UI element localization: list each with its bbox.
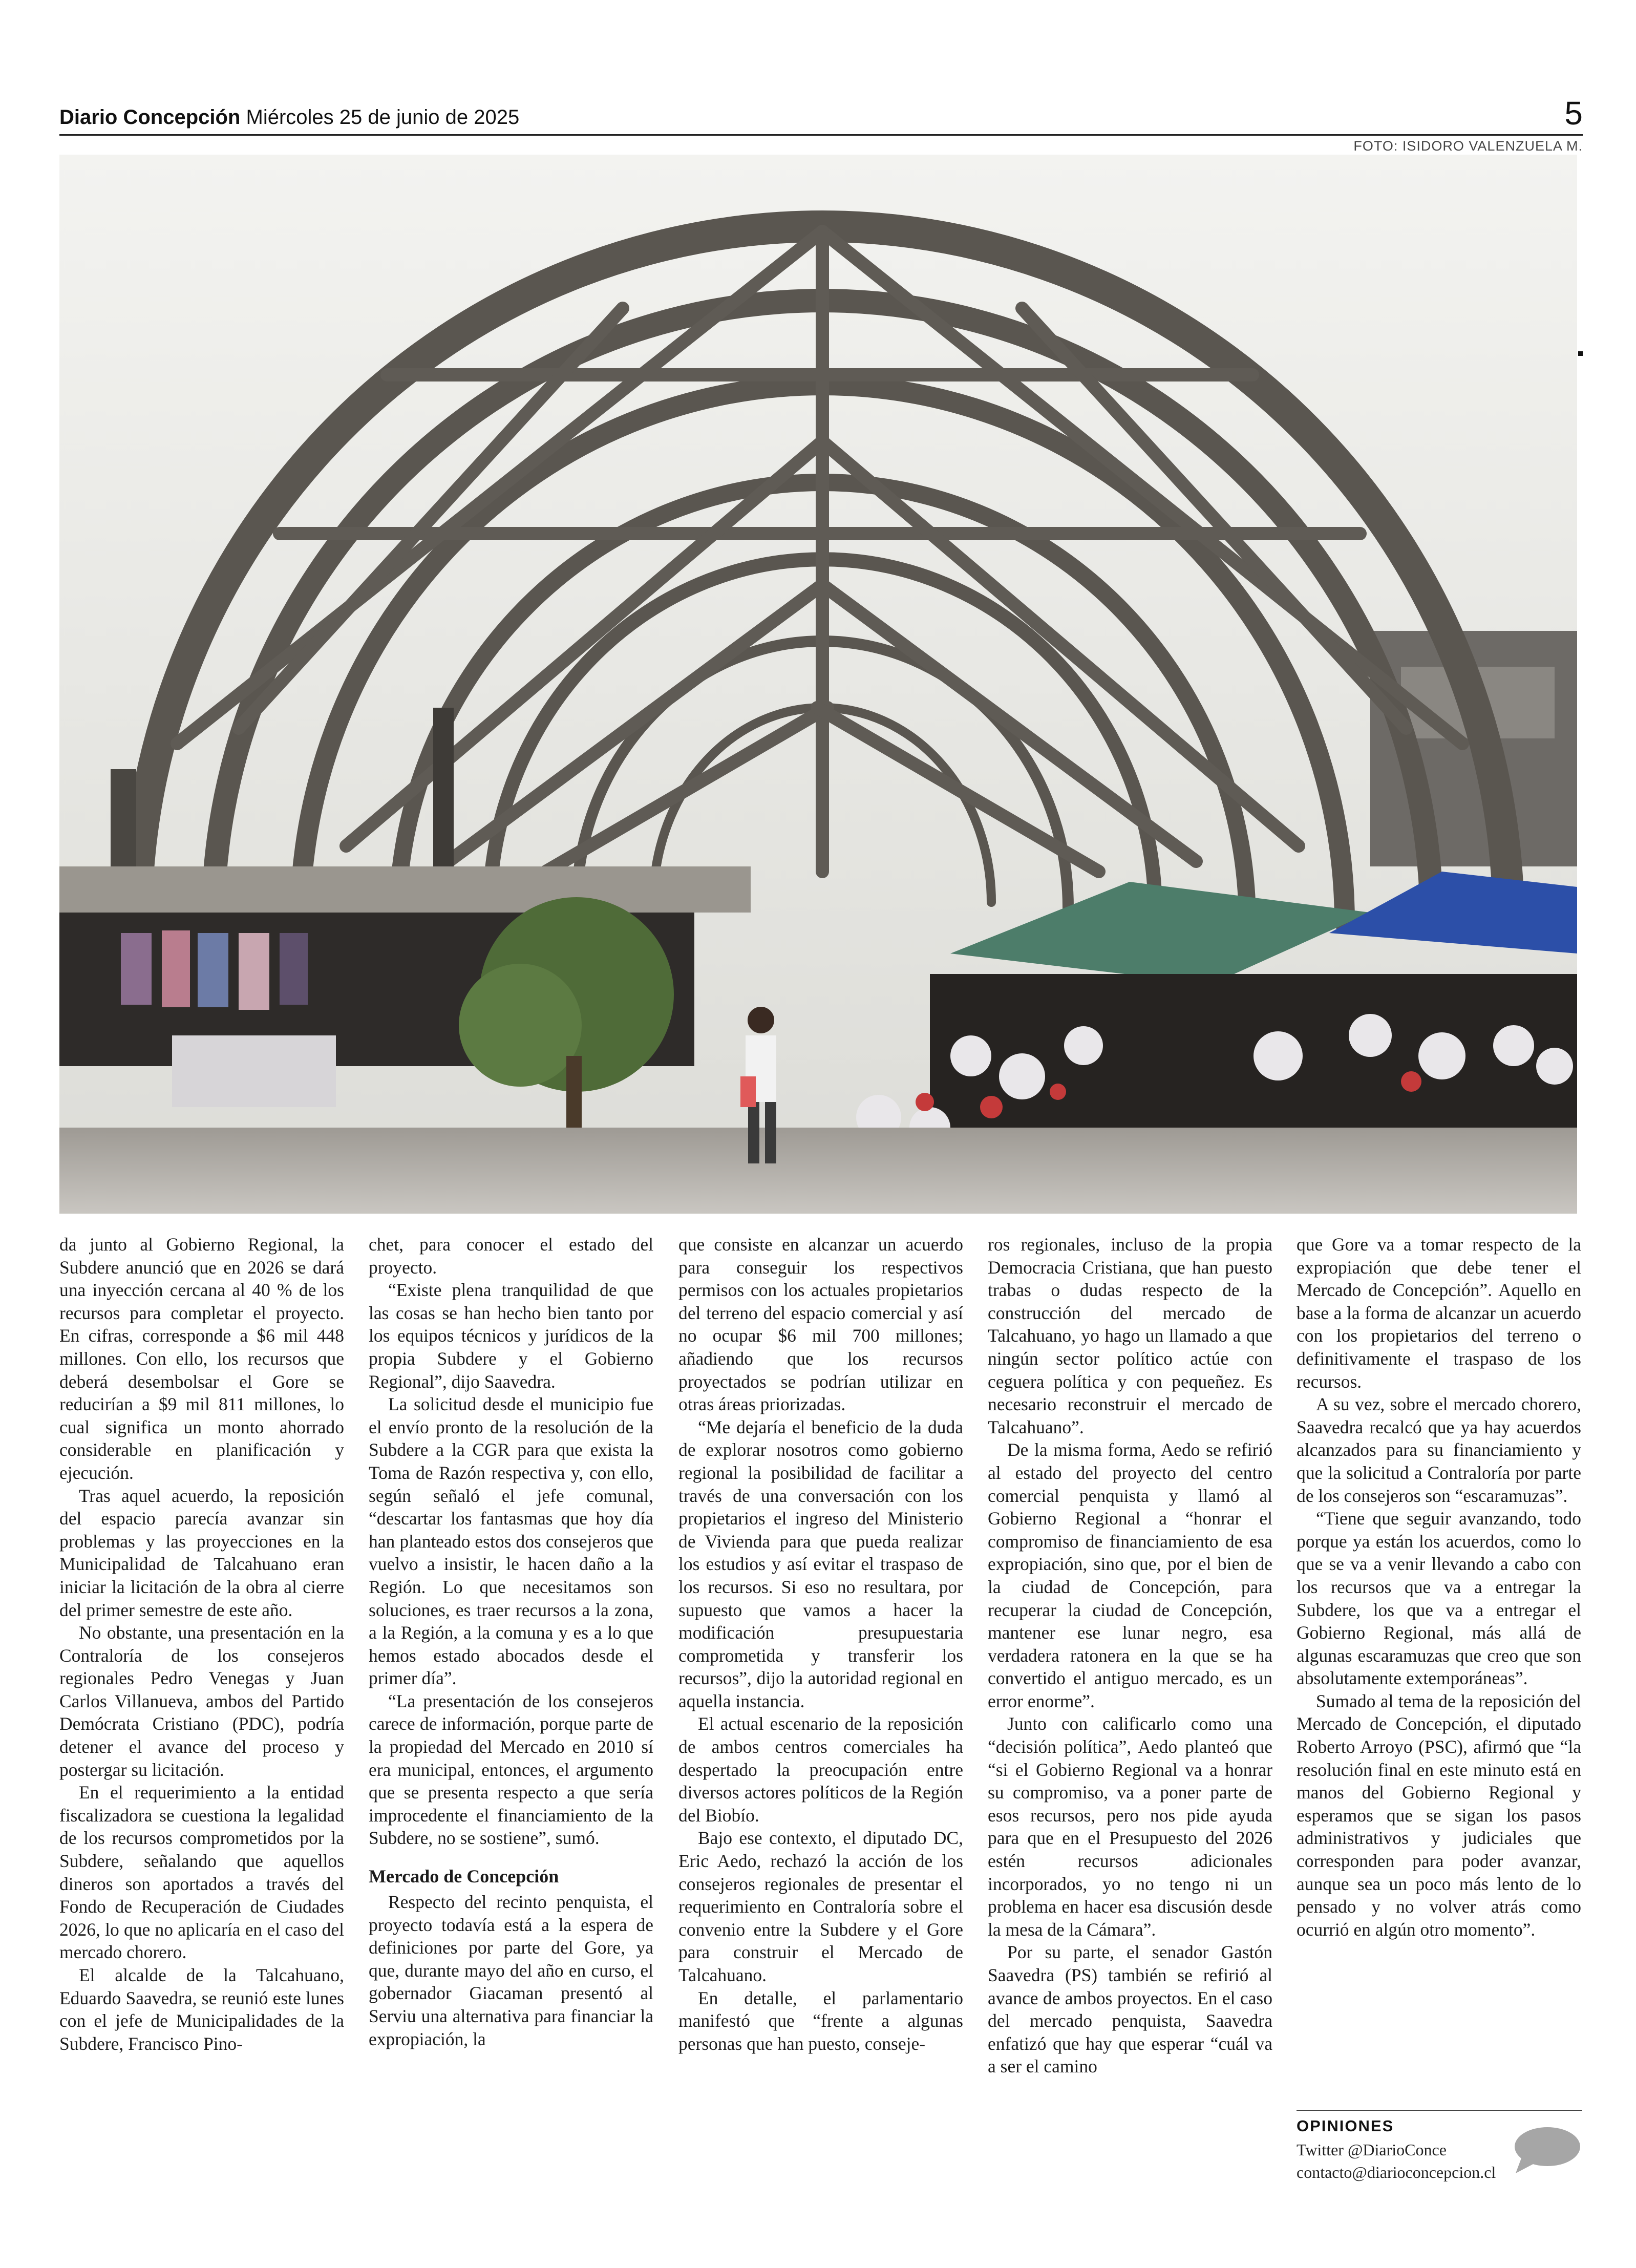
- market-photo: [59, 155, 1577, 1214]
- column-3: [678, 1233, 963, 2055]
- paragraph: Tras aquel acuerdo, la reposición del espacio parecía avanzar sin problemas y las proyecciones en la Municipalidad de Talcahuano eran iniciar la licitación de la obra al cierre del primer semestre de este año.: [59, 1485, 344, 1620]
- publication-line: [59, 106, 519, 129]
- paragraph: que Gore va a tomar respecto de la expropiación que debe tener el Mercado de Concepción”. Aquello en base a la forma de alcanzar un acuerdo con los propietarios del terreno o definitivamente el traspaso de los recursos.: [1297, 1234, 1581, 1392]
- publication-name: Diario Concepción: [59, 106, 241, 129]
- page-header: [59, 95, 1583, 136]
- paragraph: “Existe plena tranquilidad de que las cosas se han hecho bien tanto por los equipos técnicos y jurídicos de la propia Subdere y el Gobierno Regional”, dijo Saavedra.: [369, 1280, 653, 1392]
- paragraph: da junto al Gobierno Regional, la Subdere anunció que en 2026 se dará una inyección cercana al 40 % de los recursos para completar el proyecto. En cifras, corresponde a $6 mil 448 millones. Con ello, los recursos que deberá desembolsar el Gore se reducirían a $9 mil 811 millones, lo cual significa un monto ahorrado considerable en planificación y ejecución.: [59, 1234, 344, 1483]
- contact-email[interactable]: contacto@diarioconcepcion.cl: [1297, 2163, 1496, 2181]
- photo-credit: FOTO: ISIDORO VALENZUELA M.: [1353, 138, 1583, 154]
- paragraph: En el requerimiento a la entidad fiscalizadora se cuestiona la legalidad de los recursos comprometidos por la Subdere, señalando que aquellos dineros son aportados a través del Fondo de Recuperación de Ciudades 2026, lo que no aplicaría en el caso del mercado chorero.: [59, 1782, 344, 1963]
- paragraph: chet, para conocer el estado del proyecto.: [369, 1234, 653, 1278]
- column-4: [988, 1233, 1272, 2078]
- paragraph: “Tiene que seguir avanzando, todo porque ya están los acuerdos, como lo que se va a venir llevando a cabo con los recursos que va a entregar la Subdere, los que va a entregar el Gobierno Regional, más allá de algunas escaramuzas que creo que son absolutamente extemporáneas”.: [1297, 1508, 1581, 1689]
- paragraph: ros regionales, incluso de la propia Democracia Cristiana, que han puesto trabas o dudas respecto de la construcción del mercado de Talcahuano, yo hago un llamado a que ningún sector político actúe con ceguera política y con pequeñez. Es necesario reconstruir el mercado de Talcahuano”.: [988, 1234, 1272, 1437]
- paragraph: El alcalde de la Talcahuano, Eduardo Saavedra, se reunió este lunes con el jefe de Municipalidades de la Subdere, Francisco Pino-: [59, 1965, 344, 2054]
- paragraph: No obstante, una presentación en la Contraloría de los consejeros regionales Pedro Venegas y Juan Carlos Villanueva, ambos del Partido Demócrata Cristiano (PDC), podría detener el avance del proceso y postergar su licitación.: [59, 1622, 344, 1780]
- paragraph: En detalle, el parlamentario manifestó que “frente a algunas personas que han puesto, conseje-: [678, 1987, 963, 2054]
- column-2: [369, 1233, 653, 2050]
- opinions-title: OPINIONES: [1297, 2117, 1394, 2135]
- section-heading: Mercado de Concepción: [369, 1866, 559, 1887]
- paragraph: Respecto del recinto penquista, el proyecto todavía está a la espera de definiciones por parte del Gore, ya que, durante mayo del año en curso, el gobernador Giacaman presentó al Serviu una alternativa para financiar la expropiación, la: [369, 1892, 653, 2049]
- paragraph: que consiste en alcanzar un acuerdo para conseguir los respectivos permisos con los actuales propietarios del terreno del espacio comercial y así no ocupar $6 mil 700 millones; añadiendo que los recursos proyectados se podrían utilizar en otras áreas priorizadas.: [678, 1234, 963, 1415]
- paragraph: Bajo ese contexto, el diputado DC, Eric Aedo, rechazó la acción de los consejeros regionales de presentar el requerimiento en Contraloría sobre el convenio entre la Subdere y el Gore para construir el Mercado de Talcahuano.: [678, 1828, 963, 1985]
- publication-date: Miércoles 25 de junio de 2025: [246, 106, 520, 129]
- paragraph: Sumado al tema de la reposición del Mercado de Concepción, el diputado Roberto Arroyo (PSC), afirmó que “la resolución final en este minuto está en manos del Gobierno Regional y esperamos que se sigan los pasos administrativos y judiciales que corresponden para poder avanzar, aunque sea un poco más lento de lo pensado y no volver atrás como ocurrió en algún otro momento”.: [1297, 1690, 1581, 1940]
- paragraph: “Me dejaría el beneficio de la duda de explorar nosotros como gobierno regional la posibilidad de facilitar a través de una conversación con los propietarios el ingreso del Ministerio de Vivienda para que pueda realizar los estudios y así evitar el traspaso de los recursos. Si eso no resultara, por supuesto que vamos a hacer la modificación presupuestaria comprometida y transferir los recursos”, dijo la autoridad regional en aquella instancia.: [678, 1416, 963, 1711]
- paragraph: De la misma forma, Aedo se refirió al estado del proyecto del centro comercial penquista y llamó al Gobierno Regional a “honrar el compromiso de financiamiento de esa expropiación, sino que, por el bien de la ciudad de Concepción, para recuperar la ciudad de Concepción, mantener ese lunar negro, esa verdadera ratonera en la que se ha convertido el antiguo mercado, es un error enorme”.: [988, 1439, 1272, 1711]
- paragraph: A su vez, sobre el mercado chorero, Saavedra recalcó que ya hay acuerdos alcanzados para su financiamiento y que la solicitud a Contraloría por parte de los consejeros son “escaramuzas”.: [1297, 1394, 1581, 1506]
- column-5: [1297, 1233, 1581, 1941]
- paragraph: Junto con calificarlo como una “decisión política”, Aedo planteó que “si el Gobierno Regional va a honrar su compromiso, va a poner parte de esos recursos, pero nos pide ayuda para que en el Presupuesto del 2026 estén recursos adicionales incorporados, yo no tengo ni un problema en hacer esa discusión desde la mesa de la Cámara”.: [988, 1713, 1272, 1940]
- crop-mark: [1578, 351, 1583, 356]
- paragraph: El actual escenario de la reposición de ambos centros comerciales ha despertado la preocupación entre diversos actores políticos de la Región del Biobío.: [678, 1713, 963, 1826]
- page-number: 5: [1564, 95, 1583, 132]
- paragraph: “La presentación de los consejeros carece de información, porque parte de la propiedad del Mercado en 2010 sí era municipal, entonces, el argumento que se presenta respecto a que sería improcedente el financiamiento de la Subdere, no se sostiene”, sumó.: [369, 1690, 653, 1849]
- opinions-box: [1297, 2110, 1582, 2259]
- article-columns: [59, 1233, 1582, 2104]
- speech-bubble-icon: [1512, 2125, 1581, 2174]
- twitter-handle[interactable]: Twitter @DiarioConce: [1297, 2140, 1447, 2159]
- column-1: [59, 1233, 344, 2055]
- paragraph: La solicitud desde el municipio fue el envío pronto de la resolución de la Subdere a la CGR para que exista la Toma de Razón respectiva y, con ello, según señaló el jefe comunal, “descartar los fantasmas que hoy día han planteado estos dos consejeros que vuelvo a insistir, le hacen daño a la Región. Lo que necesitamos son soluciones, es traer recursos a la zona, a la Región, a la comuna y es a lo que hemos estado abocados desde el primer día”.: [369, 1394, 653, 1689]
- paragraph: Por su parte, el senador Gastón Saavedra (PS) también se refirió al avance de ambos proyectos. En el caso del mercado penquista, Saavedra enfatizó que hay que esperar “cuál va a ser el camino: [988, 1942, 1272, 2077]
